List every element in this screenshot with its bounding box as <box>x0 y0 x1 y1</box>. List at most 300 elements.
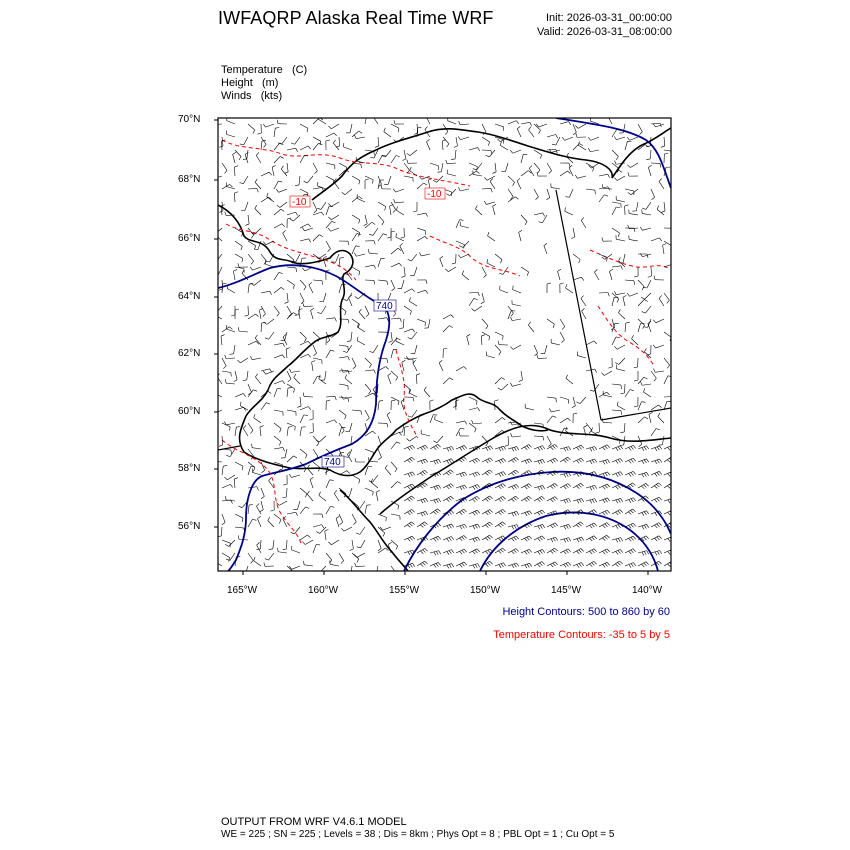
wind-barb <box>404 163 409 170</box>
wind-barb-feather <box>420 473 423 476</box>
wind-barb <box>349 488 352 497</box>
wind-barb <box>664 137 665 146</box>
wind-barb-feather <box>553 324 554 328</box>
wind-barb <box>279 501 287 505</box>
wind-barb <box>287 371 291 379</box>
wind-barb <box>566 288 573 293</box>
wind-barb-feather <box>607 523 610 526</box>
wind-barb <box>534 150 542 155</box>
wind-barb-feather <box>409 497 412 500</box>
wind-barb <box>638 300 644 306</box>
wind-barb-feather <box>616 526 618 529</box>
wind-barb <box>651 238 659 241</box>
wind-barb-feather <box>399 432 402 435</box>
wind-barb-feather <box>592 524 595 527</box>
wind-barb-feather <box>603 564 606 567</box>
wind-barb <box>612 170 619 176</box>
wind-barbs <box>211 113 674 576</box>
wind-barb-feather <box>475 498 478 501</box>
wind-barb <box>428 319 430 328</box>
wind-barb-feather <box>614 291 616 295</box>
wind-barb-feather <box>542 496 545 499</box>
wind-barb <box>443 124 448 132</box>
wind-barb <box>280 202 287 207</box>
wind-barb-feather <box>451 510 453 513</box>
wind-barb-feather <box>230 427 231 431</box>
wind-barb <box>384 132 391 137</box>
wind-barb-feather <box>634 380 638 381</box>
wind-barb <box>512 436 521 437</box>
wind-barb <box>448 267 456 272</box>
wind-barb-feather <box>426 511 428 514</box>
wind-barb <box>233 271 235 280</box>
wind-barb <box>651 189 655 197</box>
wind-barb-feather <box>392 288 395 291</box>
wind-barb-feather <box>221 205 225 206</box>
wind-barb <box>580 397 586 404</box>
wind-barb-feather <box>314 210 317 213</box>
wind-barb-feather <box>316 531 319 533</box>
wind-barb-feather <box>462 271 464 275</box>
wind-barb <box>313 143 319 150</box>
wind-barb-feather <box>309 239 311 242</box>
wind-barb-feather <box>438 536 441 539</box>
wind-barb-feather <box>478 537 480 540</box>
wind-barb-feather <box>347 341 351 342</box>
wind-barb-feather <box>627 165 630 168</box>
wind-barb-feather <box>640 227 642 230</box>
wind-barb <box>266 241 274 245</box>
wind-barb-feather <box>454 146 458 148</box>
wind-barb <box>378 449 381 457</box>
wind-barb <box>656 124 664 127</box>
wind-barb-feather <box>211 411 214 414</box>
wind-barb-feather <box>260 426 264 427</box>
wind-barb-feather <box>231 450 232 454</box>
wind-barb-feather <box>668 551 671 554</box>
wind-barb-feather <box>394 120 395 124</box>
wind-barb-feather <box>488 447 490 450</box>
wind-barb-feather <box>242 258 243 262</box>
wind-barb-feather <box>374 370 376 374</box>
wind-barb-feather <box>270 510 274 511</box>
wind-barb <box>304 565 313 566</box>
map-content <box>211 113 674 576</box>
wind-barb-feather <box>621 538 623 541</box>
wind-barb-feather <box>488 459 491 462</box>
wind-barb <box>467 336 469 345</box>
wind-barb-feather <box>655 499 658 502</box>
wind-barb <box>456 137 457 146</box>
wind-barb-feather <box>566 447 568 450</box>
wind-barb-feather <box>543 437 544 441</box>
wind-barb <box>287 427 288 436</box>
wind-barb-feather <box>540 511 543 514</box>
wind-barb-feather <box>575 175 577 178</box>
wind-barb <box>378 215 384 222</box>
wind-barb <box>508 197 515 202</box>
wind-barb-feather <box>648 276 652 277</box>
wind-barb <box>612 337 616 345</box>
wind-barb-feather <box>503 509 506 512</box>
wind-barb-feather <box>342 430 345 433</box>
wind-barb-feather <box>614 136 616 139</box>
wind-barb-feather <box>566 375 568 379</box>
wind-barb-feather <box>626 322 630 323</box>
wind-barb <box>313 449 318 457</box>
wind-barb <box>294 527 300 534</box>
wind-barb <box>351 332 352 341</box>
wind-barb-feather <box>224 170 227 173</box>
wind-barb-feather <box>447 448 449 451</box>
wind-barb <box>287 280 294 285</box>
wind-barb <box>534 345 538 353</box>
wind-barb <box>365 115 367 124</box>
wind-barb <box>391 540 398 546</box>
wind-barb-feather <box>512 513 514 516</box>
wind-barb-feather <box>633 536 636 539</box>
wind-barb-feather <box>424 522 427 525</box>
wind-barb-feather <box>270 291 272 295</box>
wind-barb-feather <box>642 461 644 464</box>
wind-barb-feather <box>418 127 422 128</box>
wind-barb <box>599 392 607 397</box>
wind-barb-feather <box>378 548 381 550</box>
wind-barb-feather <box>410 311 411 315</box>
wind-barb-feather <box>498 551 501 554</box>
wind-barb-feather <box>537 355 538 359</box>
wind-barb <box>486 356 495 358</box>
wind-barb-feather <box>660 550 662 553</box>
wind-barb-feather <box>304 561 305 565</box>
wind-barb-feather <box>255 314 258 317</box>
variable-unit: (kts) <box>260 90 283 102</box>
wind-barb-feather <box>489 496 492 499</box>
wind-barb <box>547 163 552 171</box>
wind-barb-feather <box>511 473 514 476</box>
wind-barb <box>305 540 313 545</box>
wind-barb-feather <box>566 485 569 488</box>
wind-barb-feather <box>654 486 657 489</box>
wind-barb-feather <box>514 485 516 488</box>
wind-barb-feather <box>642 402 646 403</box>
wind-barb <box>243 428 248 436</box>
wind-barb-feather <box>485 512 488 515</box>
wind-barb-feather <box>564 448 566 451</box>
wind-barb-feather <box>334 420 336 423</box>
wind-barb-feather <box>283 549 287 550</box>
wind-barb <box>378 358 387 359</box>
wind-barb-feather <box>408 474 410 477</box>
wind-barb-feather <box>451 550 453 553</box>
wind-barb-feather <box>242 518 243 522</box>
wind-barb <box>357 327 365 332</box>
wind-barb-feather <box>296 148 298 152</box>
wind-barb-feather <box>255 335 257 338</box>
wind-barb-feather <box>576 402 580 404</box>
wind-barb-feather <box>449 564 451 567</box>
wind-barb <box>286 488 287 497</box>
wind-barb <box>287 388 288 397</box>
wind-barb <box>617 406 625 410</box>
wind-barb-feather <box>607 535 610 538</box>
wind-barb <box>352 553 359 559</box>
wind-barb-feather <box>646 159 650 160</box>
wind-barb-feather <box>345 457 349 458</box>
wind-barb-feather <box>309 419 313 420</box>
wind-barb-feather <box>277 205 280 207</box>
wind-barb-feather <box>212 232 215 234</box>
wind-barb <box>503 267 508 274</box>
wind-barb-feather <box>595 499 597 502</box>
wind-barb-feather <box>590 487 592 490</box>
wind-barb-feather <box>627 293 629 296</box>
wind-barb <box>352 267 360 272</box>
wind-barb-feather <box>488 232 489 236</box>
wind-barb <box>469 148 478 150</box>
wind-barb-feather <box>436 486 438 489</box>
map-frame <box>218 118 671 571</box>
wind-barb-feather <box>551 539 553 542</box>
wind-barb-feather <box>577 564 579 567</box>
wind-barb <box>360 527 365 534</box>
wind-barb-feather <box>510 317 512 321</box>
wind-barb-feather <box>413 397 414 401</box>
wind-barb-feather <box>297 406 301 407</box>
wind-barb-feather <box>426 213 428 217</box>
wind-barb-feather <box>238 327 239 331</box>
wind-barb-feather <box>542 549 544 552</box>
wind-barb-feather <box>621 266 623 270</box>
wind-barb-feather <box>524 499 527 502</box>
wind-barb-feather <box>487 537 490 540</box>
wind-barb-feather <box>655 552 657 555</box>
wind-barb-feather <box>566 499 568 502</box>
wind-barb-feather <box>579 459 582 462</box>
wind-barb <box>513 150 521 153</box>
wind-barb <box>508 121 516 124</box>
wind-barb <box>659 181 664 189</box>
wind-barb-feather <box>473 551 476 554</box>
wind-barb-feather <box>368 457 369 461</box>
wind-barb <box>248 505 249 514</box>
wind-barb <box>300 427 302 436</box>
wind-barb <box>547 436 551 444</box>
wind-barb <box>638 323 641 332</box>
wind-barb-feather <box>234 380 238 382</box>
lat-tick-label: 64°N <box>178 291 201 302</box>
wind-barb-feather <box>589 430 591 433</box>
contour-label <box>322 456 344 468</box>
wind-barb-feather <box>409 523 412 526</box>
wind-barb <box>230 553 235 560</box>
wind-barb-feather <box>251 235 253 238</box>
wind-barb-feather <box>644 300 648 302</box>
wind-barb-feather <box>644 537 647 540</box>
wind-barb <box>443 378 450 384</box>
wind-barb <box>352 540 353 549</box>
wind-barb-feather <box>517 511 519 514</box>
wind-barb-feather <box>412 509 415 512</box>
wind-barb-feather <box>440 256 443 258</box>
wind-barb <box>482 436 488 443</box>
wind-barb-feather <box>498 486 501 489</box>
wind-barb <box>396 189 404 192</box>
wind-barb-feather <box>436 446 439 449</box>
wind-barb <box>313 545 316 553</box>
wind-barb-feather <box>658 405 661 408</box>
wind-barb <box>215 235 222 241</box>
wind-barb-feather <box>501 537 504 540</box>
wind-barb <box>343 371 352 372</box>
wind-barb-feather <box>659 295 662 298</box>
wind-barb <box>378 234 383 241</box>
wind-barb-feather <box>446 499 449 502</box>
wind-barb-feather <box>461 458 464 461</box>
wind-barb-feather <box>354 135 356 139</box>
wind-barb <box>638 436 642 444</box>
wind-barb <box>300 332 306 338</box>
wind-barb-feather <box>319 492 321 496</box>
coastline <box>380 425 671 514</box>
wind-barb-feather <box>263 124 265 127</box>
wind-barb-feather <box>481 335 485 336</box>
wind-barb <box>323 293 326 302</box>
wind-barb <box>534 213 543 215</box>
wind-barb <box>616 293 625 295</box>
wind-barb <box>629 213 638 215</box>
wind-barb <box>235 407 244 410</box>
wind-barb <box>352 176 360 180</box>
wind-barb-feather <box>647 551 649 554</box>
wind-barb-feather <box>295 185 299 186</box>
wind-barb <box>254 280 261 285</box>
wind-barb-feather <box>283 343 285 347</box>
wind-barb <box>441 163 443 172</box>
wind-barb-feather <box>266 403 270 404</box>
wind-barb-feather <box>355 563 356 567</box>
wind-barb <box>513 290 521 293</box>
wind-barb <box>357 553 365 557</box>
wind-barb <box>603 422 612 423</box>
model-info-line1: OUTPUT FROM WRF V4.6.1 MODEL <box>221 816 407 828</box>
wind-barb-feather <box>513 471 516 474</box>
wind-barb <box>339 345 348 346</box>
wind-barb <box>577 176 586 178</box>
wind-barb-feather <box>667 460 670 463</box>
wind-barb-feather <box>505 445 509 446</box>
wind-barb-feather <box>527 460 529 463</box>
wind-barb-feather <box>631 472 633 475</box>
height-contour-legend: Height Contours: 500 to 860 by 60 <box>502 606 670 618</box>
wind-barb-feather <box>525 513 527 516</box>
wind-barb-feather <box>373 431 376 434</box>
wind-barb <box>521 122 530 124</box>
wind-barb <box>325 371 326 380</box>
wind-barb <box>339 357 348 358</box>
wind-barb-feather <box>488 511 491 514</box>
wind-barb-feather <box>328 126 331 129</box>
wind-barb-feather <box>396 206 397 210</box>
wind-barb <box>534 436 543 437</box>
wind-barb <box>378 137 379 146</box>
wind-barb-feather <box>304 181 308 183</box>
wind-barb-feather <box>620 446 622 449</box>
wind-barb <box>255 377 261 384</box>
wind-barb-feather <box>249 284 253 285</box>
wind-barb-feather <box>566 563 569 566</box>
wind-barb-feather <box>553 498 556 501</box>
wind-barb <box>612 549 620 553</box>
wind-barb-feather <box>222 522 225 524</box>
wind-barb <box>401 402 404 410</box>
contour-label-text: -10 <box>427 189 442 200</box>
wind-barb <box>345 189 352 195</box>
wind-barb-feather <box>514 498 517 501</box>
wind-barb-feather <box>219 211 223 212</box>
wind-barb-feather <box>473 565 475 568</box>
wind-barb-feather <box>514 447 516 450</box>
wind-barb-feather <box>502 522 505 525</box>
wind-barb-feather <box>621 393 625 394</box>
wind-barb <box>658 416 664 423</box>
wind-barb-feather <box>592 486 594 489</box>
wind-barb-feather <box>390 204 394 206</box>
wind-barb <box>592 163 599 168</box>
wind-barb-feather <box>579 499 581 502</box>
wind-barb-feather <box>434 538 437 541</box>
lat-tick-label: 70°N <box>178 114 201 125</box>
wind-barb <box>612 207 616 215</box>
wind-barb-feather <box>386 366 389 369</box>
wind-barb-feather <box>647 254 648 258</box>
wind-barb-feather <box>385 207 386 211</box>
wind-barb-feather <box>435 510 438 513</box>
wind-barb <box>512 304 521 306</box>
wind-barb-feather <box>607 549 610 552</box>
wind-barb-feather <box>667 300 669 303</box>
wind-barb-feather <box>516 563 518 566</box>
wind-barb <box>274 410 283 412</box>
wind-barb-feather <box>515 197 518 200</box>
wind-barb-feather <box>525 551 528 554</box>
wind-barb <box>604 371 612 375</box>
wind-barb-feather <box>310 477 313 479</box>
wind-barb-feather <box>348 319 349 323</box>
wind-barb <box>495 163 496 172</box>
wind-barb <box>300 397 301 406</box>
wind-barb-feather <box>550 551 553 554</box>
wind-barb <box>551 187 560 189</box>
wind-barb-feather <box>387 281 388 285</box>
wind-barb <box>287 148 296 150</box>
wind-barb-feather <box>310 432 314 433</box>
wind-barb <box>222 371 231 372</box>
wind-barb-feather <box>464 509 467 512</box>
wind-barb-feather <box>593 168 594 172</box>
wind-barb-feather <box>656 429 660 430</box>
wind-barb <box>299 176 300 185</box>
wind-barb-feather <box>615 363 619 365</box>
wind-barb-feather <box>540 486 542 489</box>
wind-barb-feather <box>605 485 608 488</box>
wind-barb <box>591 137 599 140</box>
lat-tick-label: 68°N <box>178 174 201 185</box>
wind-barb <box>638 124 642 132</box>
wind-barb-feather <box>323 256 326 258</box>
wind-barb-feather <box>498 341 499 345</box>
wind-barb-feather <box>660 163 661 167</box>
